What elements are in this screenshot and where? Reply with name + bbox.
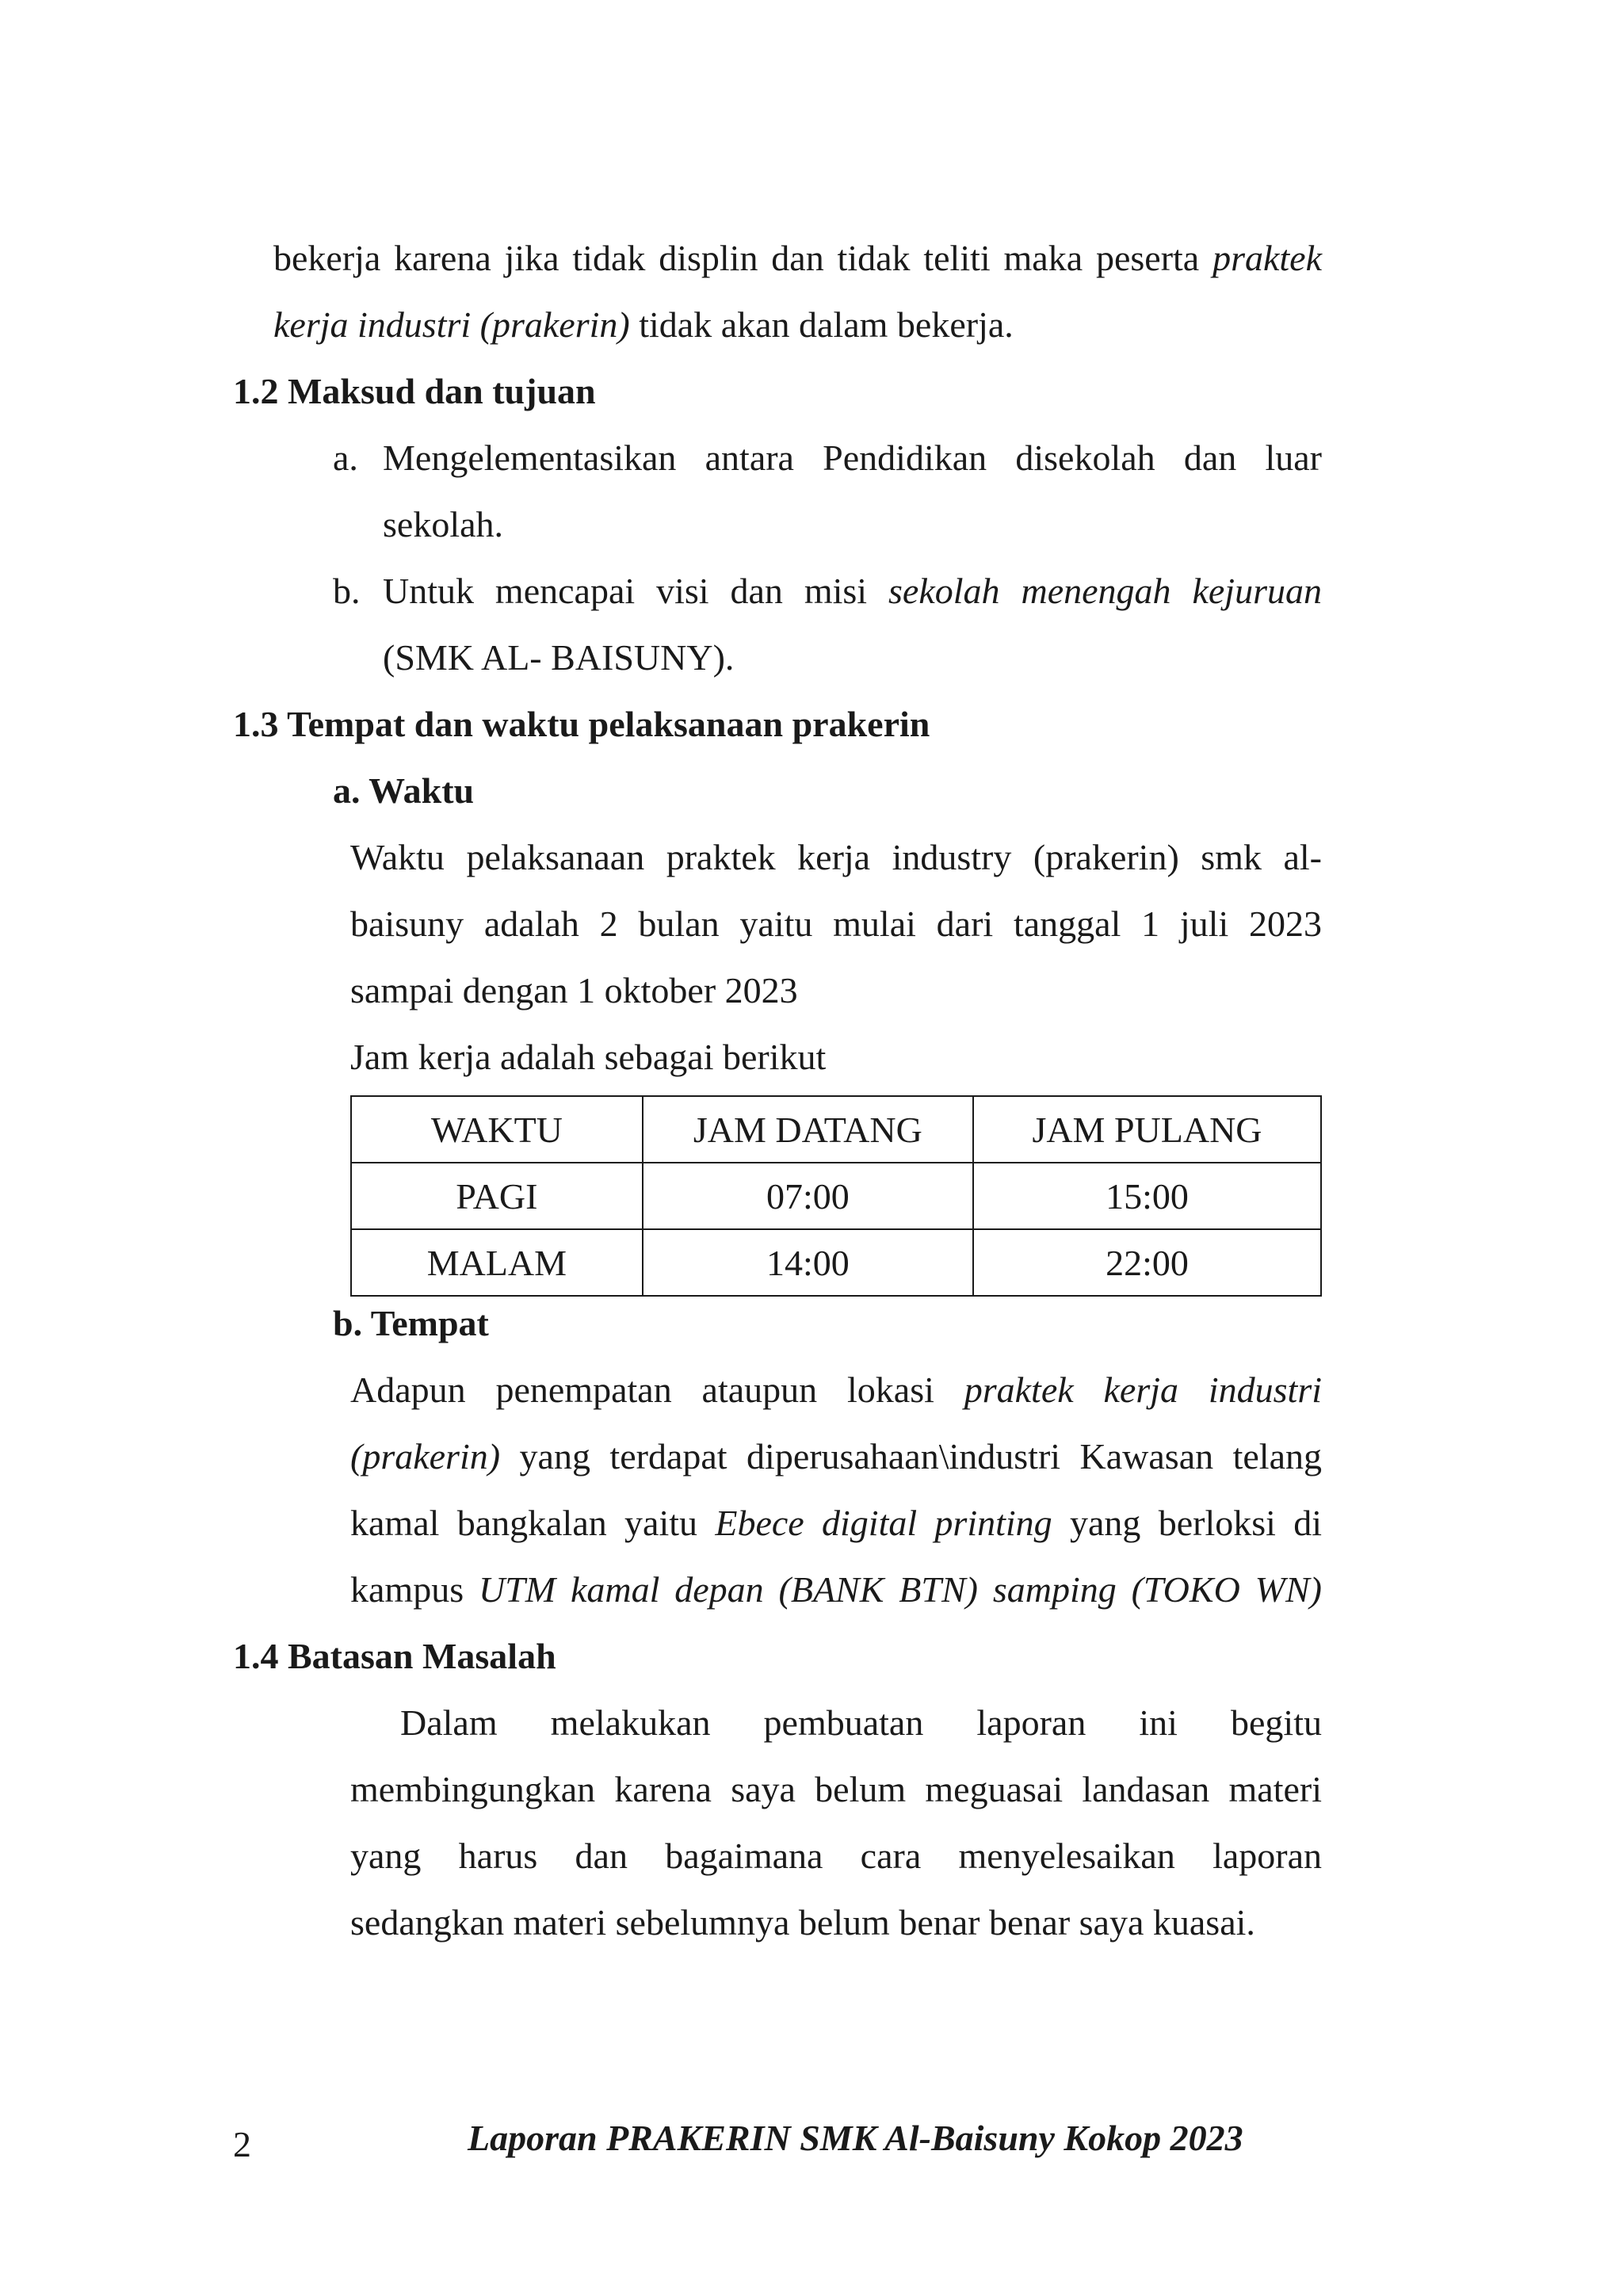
table-header-row <box>351 1096 1321 1163</box>
tempat-line-4 <box>350 1566 1322 1614</box>
tempat-line-4-italic: UTM kamal depan (BANK BTN) samping (TOKO WN) <box>478 1569 1322 1610</box>
batasan-line-4: sedangkan materi sebelumnya belum benar benar saya kuasai. <box>350 1902 1255 1943</box>
waktu-line-1-text: Waktu pelaksanaan praktek kerja industry (prakerin) smk al- <box>350 837 1322 877</box>
footer-title: Laporan PRAKERIN SMK Al-Baisuny Kokop 2023 <box>468 2118 1243 2158</box>
item-b-line-2: (SMK AL- BAISUNY). <box>383 637 735 678</box>
table-row <box>351 1229 1321 1296</box>
tempat-line-4-text: kampus <box>350 1569 479 1610</box>
table-header-waktu: WAKTU <box>351 1096 643 1163</box>
item-a-line-2: sekolah. <box>383 504 504 544</box>
batasan-line-1-text: Dalam melakukan pembuatan laporan ini begitu <box>400 1702 1322 1743</box>
table-cell-jam-datang: 07:00 <box>643 1163 973 1229</box>
batasan-line-3-text: yang harus dan bagaimana cara menyelesaikan laporan <box>350 1836 1322 1876</box>
item-b-marker: b. <box>333 571 361 611</box>
tempat-line-3-text-b: yang berloksi di <box>1052 1503 1323 1543</box>
intro-line-2-italic: kerja industri (prakerin) <box>273 304 630 345</box>
section-1-4-heading: 1.4 Batasan Masalah <box>233 1636 556 1676</box>
subsection-waktu-heading: a. Waktu <box>333 770 475 811</box>
intro-line-2-text: tidak akan dalam bekerja. <box>629 304 1014 345</box>
table-header-jam-datang: JAM DATANG <box>643 1096 973 1163</box>
tempat-line-3-italic: Ebece digital printing <box>715 1503 1052 1543</box>
waktu-line-2 <box>350 900 1322 948</box>
subsection-tempat-heading: b. Tempat <box>333 1303 489 1343</box>
batasan-line-2-text: membingungkan karena saya belum meguasai landasan materi <box>350 1769 1322 1809</box>
tempat-line-1-text: Adapun penempatan ataupun lokasi <box>350 1370 964 1410</box>
item-b-line-1-text: Untuk mencapai visi dan misi <box>383 571 889 611</box>
intro-line-2 <box>273 301 1014 349</box>
jam-kerja-table <box>350 1095 1322 1297</box>
table-cell-jam-datang: 14:00 <box>643 1229 973 1296</box>
tempat-line-2-text: yang terdapat diperusahaan\industri Kawasan telang <box>500 1436 1322 1477</box>
table-header-jam-pulang: JAM PULANG <box>973 1096 1321 1163</box>
tempat-line-2-italic: (prakerin) <box>350 1436 501 1477</box>
tempat-line-3 <box>350 1499 1322 1547</box>
table-cell-shift: PAGI <box>351 1163 643 1229</box>
table-cell-jam-pulang: 15:00 <box>973 1163 1321 1229</box>
tempat-line-3-text-a: kamal bangkalan yaitu <box>350 1503 716 1543</box>
section-1-2-heading: 1.2 Maksud dan tujuan <box>233 371 596 411</box>
batasan-line-2 <box>350 1766 1322 1813</box>
tempat-line-2 <box>350 1433 1322 1480</box>
table-row <box>351 1163 1321 1229</box>
section-1-3-heading: 1.3 Tempat dan waktu pelaksanaan prakerin <box>233 704 930 744</box>
item-a-line-1 <box>383 434 1322 482</box>
waktu-line-3: sampai dengan 1 oktober 2023 <box>350 970 798 1010</box>
intro-line-1 <box>273 235 1322 282</box>
item-a-marker: a. <box>333 437 358 478</box>
intro-line-1-italic: praktek <box>1212 238 1322 278</box>
tempat-line-1 <box>350 1366 1322 1414</box>
waktu-line-1 <box>350 834 1322 881</box>
table-cell-jam-pulang: 22:00 <box>973 1229 1321 1296</box>
item-b-line-1-italic: sekolah menengah kejuruan <box>888 571 1322 611</box>
item-b-line-1 <box>383 567 1322 615</box>
jam-kerja-intro: Jam kerja adalah sebagai berikut <box>350 1037 827 1077</box>
item-a-line-1-text: Mengelementasikan antara Pendidikan disekolah dan luar <box>383 437 1322 478</box>
batasan-line-3 <box>350 1832 1322 1880</box>
tempat-line-1-italic: praktek kerja industri <box>964 1370 1323 1410</box>
table-cell-shift: MALAM <box>351 1229 643 1296</box>
intro-line-1-text: bekerja karena jika tidak displin dan tidak teliti maka peserta <box>273 238 1213 278</box>
batasan-line-1 <box>400 1699 1322 1747</box>
page-number: 2 <box>233 2124 251 2164</box>
waktu-line-2-text: baisuny adalah 2 bulan yaitu mulai dari tanggal 1 juli 2023 <box>350 904 1322 944</box>
